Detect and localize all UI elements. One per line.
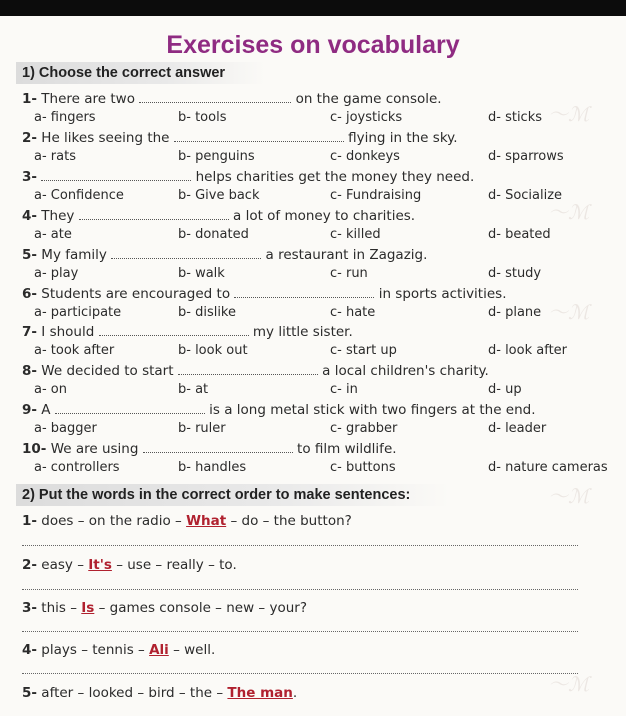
answer-blank[interactable]: [99, 323, 249, 336]
question-number: 6-: [22, 286, 37, 302]
sentence-words-before: does – on the radio –: [41, 513, 182, 529]
question: [22, 168, 474, 185]
option-c[interactable]: c- in: [330, 382, 358, 397]
option-a[interactable]: a- play: [34, 266, 79, 281]
question: [22, 90, 442, 107]
question: [22, 246, 427, 263]
answer-line[interactable]: [22, 630, 578, 632]
watermark-logo: 〜ℳ: [548, 200, 590, 224]
option-a[interactable]: a- took after: [34, 343, 115, 358]
watermark-logo: 〜ℳ: [548, 102, 590, 126]
question: [22, 207, 415, 224]
scrambled-sentence: [22, 600, 307, 616]
question-number: 1-: [22, 91, 37, 107]
question-text-after: is a long metal stick with two fingers at the end.: [209, 402, 536, 418]
option-c[interactable]: c- buttons: [330, 460, 396, 475]
sentence-number: 5-: [22, 685, 37, 701]
question-number: 8-: [22, 363, 37, 379]
option-c[interactable]: c- start up: [330, 343, 397, 358]
option-b[interactable]: b- dislike: [178, 305, 236, 320]
answer-blank[interactable]: [41, 168, 191, 181]
sentence-words-before: this –: [41, 600, 77, 616]
question-text-before: A: [41, 402, 51, 418]
watermark-logo: 〜ℳ: [548, 484, 590, 508]
option-c[interactable]: c- grabber: [330, 421, 398, 436]
sentence-words-before: after – looked – bird – the –: [41, 685, 224, 701]
watermark-logo: 〜ℳ: [548, 672, 590, 696]
question: [22, 323, 353, 340]
question-text-before: I should: [41, 324, 95, 340]
option-b[interactable]: b- ruler: [178, 421, 226, 436]
option-d[interactable]: d- look after: [488, 343, 568, 358]
option-b[interactable]: b- tools: [178, 110, 227, 125]
question-number: 7-: [22, 324, 37, 340]
sentence-number: 2-: [22, 557, 37, 573]
option-c[interactable]: c- hate: [330, 305, 376, 320]
section-1-heading: 1) Choose the correct answer: [16, 62, 265, 84]
sentence-words-after: – games console – new – your?: [98, 600, 307, 616]
question-text-after: flying in the sky.: [348, 130, 458, 146]
question-text-before: He likes seeing the: [41, 130, 170, 146]
page-title: Exercises on vocabulary: [166, 31, 460, 59]
question-text-after: in sports activities.: [378, 286, 507, 302]
question-number: 2-: [22, 130, 37, 146]
question-number: 5-: [22, 247, 37, 263]
option-a[interactable]: a- on: [34, 382, 67, 397]
question-text-after: helps charities get the money they need.: [195, 169, 475, 185]
answer-blank[interactable]: [174, 129, 344, 142]
option-c[interactable]: c- killed: [330, 227, 381, 242]
question: [22, 129, 458, 146]
option-a[interactable]: a- controllers: [34, 460, 120, 475]
sentence-words-before: plays – tennis –: [41, 642, 145, 658]
option-d[interactable]: d- sticks: [488, 110, 543, 125]
sentence-words-after: – do – the button?: [230, 513, 352, 529]
scrambled-sentence: [22, 557, 237, 573]
option-d[interactable]: d- leader: [488, 421, 547, 436]
option-c[interactable]: c- donkeys: [330, 149, 400, 164]
question-number: 3-: [22, 169, 37, 185]
option-d[interactable]: d- sparrows: [488, 149, 564, 164]
option-d[interactable]: d- nature cameras: [488, 460, 608, 475]
question-text-before: We decided to start: [41, 363, 174, 379]
option-a[interactable]: a- Confidence: [34, 188, 124, 203]
option-a[interactable]: a- fingers: [34, 110, 96, 125]
question-text-after: a local children's charity.: [322, 363, 489, 379]
question-text-after: my little sister.: [252, 324, 353, 340]
question: [22, 285, 507, 302]
question-text-after: on the game console.: [295, 91, 442, 107]
section-2-heading: 2) Put the words in the correct order to make sentences:: [16, 484, 450, 506]
question: [22, 401, 536, 418]
sentence-words-after: – well.: [173, 642, 216, 658]
question-text-before: We are using: [50, 441, 139, 457]
option-b[interactable]: b- look out: [178, 343, 248, 358]
option-b[interactable]: b- handles: [178, 460, 247, 475]
option-b[interactable]: b- at: [178, 382, 209, 397]
question-text-before: Students are encouraged to: [41, 286, 231, 302]
option-a[interactable]: a- participate: [34, 305, 122, 320]
question: [22, 440, 397, 457]
answer-blank[interactable]: [178, 362, 318, 375]
capitalized-word: Is: [81, 600, 95, 616]
sentence-number: 3-: [22, 600, 37, 616]
answer-blank[interactable]: [55, 401, 205, 414]
option-b[interactable]: b- donated: [178, 227, 249, 242]
option-c[interactable]: c- run: [330, 266, 368, 281]
answer-blank[interactable]: [234, 285, 374, 298]
answer-blank[interactable]: [143, 440, 293, 453]
option-a[interactable]: a- bagger: [34, 421, 97, 436]
answer-blank[interactable]: [139, 90, 291, 103]
capitalized-word: Ali: [149, 642, 169, 658]
sentence-words-before: easy –: [41, 557, 84, 573]
option-d[interactable]: d- study: [488, 266, 542, 281]
answer-blank[interactable]: [111, 246, 261, 259]
option-d[interactable]: d- beated: [488, 227, 551, 242]
answer-line[interactable]: [22, 672, 578, 674]
option-d[interactable]: d- Socialize: [488, 188, 563, 203]
capitalized-word: The man: [227, 685, 293, 701]
top-dark-bar: [0, 0, 626, 16]
scrambled-sentence: [22, 642, 215, 658]
option-a[interactable]: a- rats: [34, 149, 76, 164]
question-number: 9-: [22, 402, 37, 418]
option-d[interactable]: d- up: [488, 382, 522, 397]
answer-blank[interactable]: [79, 207, 229, 220]
question-number: 10-: [22, 441, 47, 457]
question: [22, 362, 489, 379]
question-text-after: a lot of money to charities.: [233, 208, 416, 224]
question-text-before: They: [41, 208, 75, 224]
scrambled-sentence: [22, 513, 352, 529]
sentence-number: 4-: [22, 642, 37, 658]
capitalized-word: It's: [88, 557, 112, 573]
sentence-number: 1-: [22, 513, 37, 529]
question-text-before: There are two: [41, 91, 135, 107]
option-c[interactable]: c- joysticks: [330, 110, 403, 125]
option-b[interactable]: b- Give back: [178, 188, 260, 203]
sentence-words-after: .: [292, 685, 298, 701]
answer-line[interactable]: [22, 588, 578, 590]
option-d[interactable]: d- plane: [488, 305, 542, 320]
question-text-after: to film wildlife.: [297, 441, 397, 457]
watermark-logo: 〜ℳ: [548, 300, 590, 324]
scrambled-sentence: [22, 685, 297, 701]
option-a[interactable]: a- ate: [34, 227, 72, 242]
question-text-before: My family: [41, 247, 107, 263]
question-text-after: a restaurant in Zagazig.: [265, 247, 428, 263]
question-number: 4-: [22, 208, 37, 224]
sentence-words-after: – use – really – to.: [116, 557, 237, 573]
answer-line[interactable]: [22, 544, 578, 546]
option-b[interactable]: b- penguins: [178, 149, 255, 164]
option-b[interactable]: b- walk: [178, 266, 225, 281]
capitalized-word: What: [186, 513, 227, 529]
option-c[interactable]: c- Fundraising: [330, 188, 422, 203]
